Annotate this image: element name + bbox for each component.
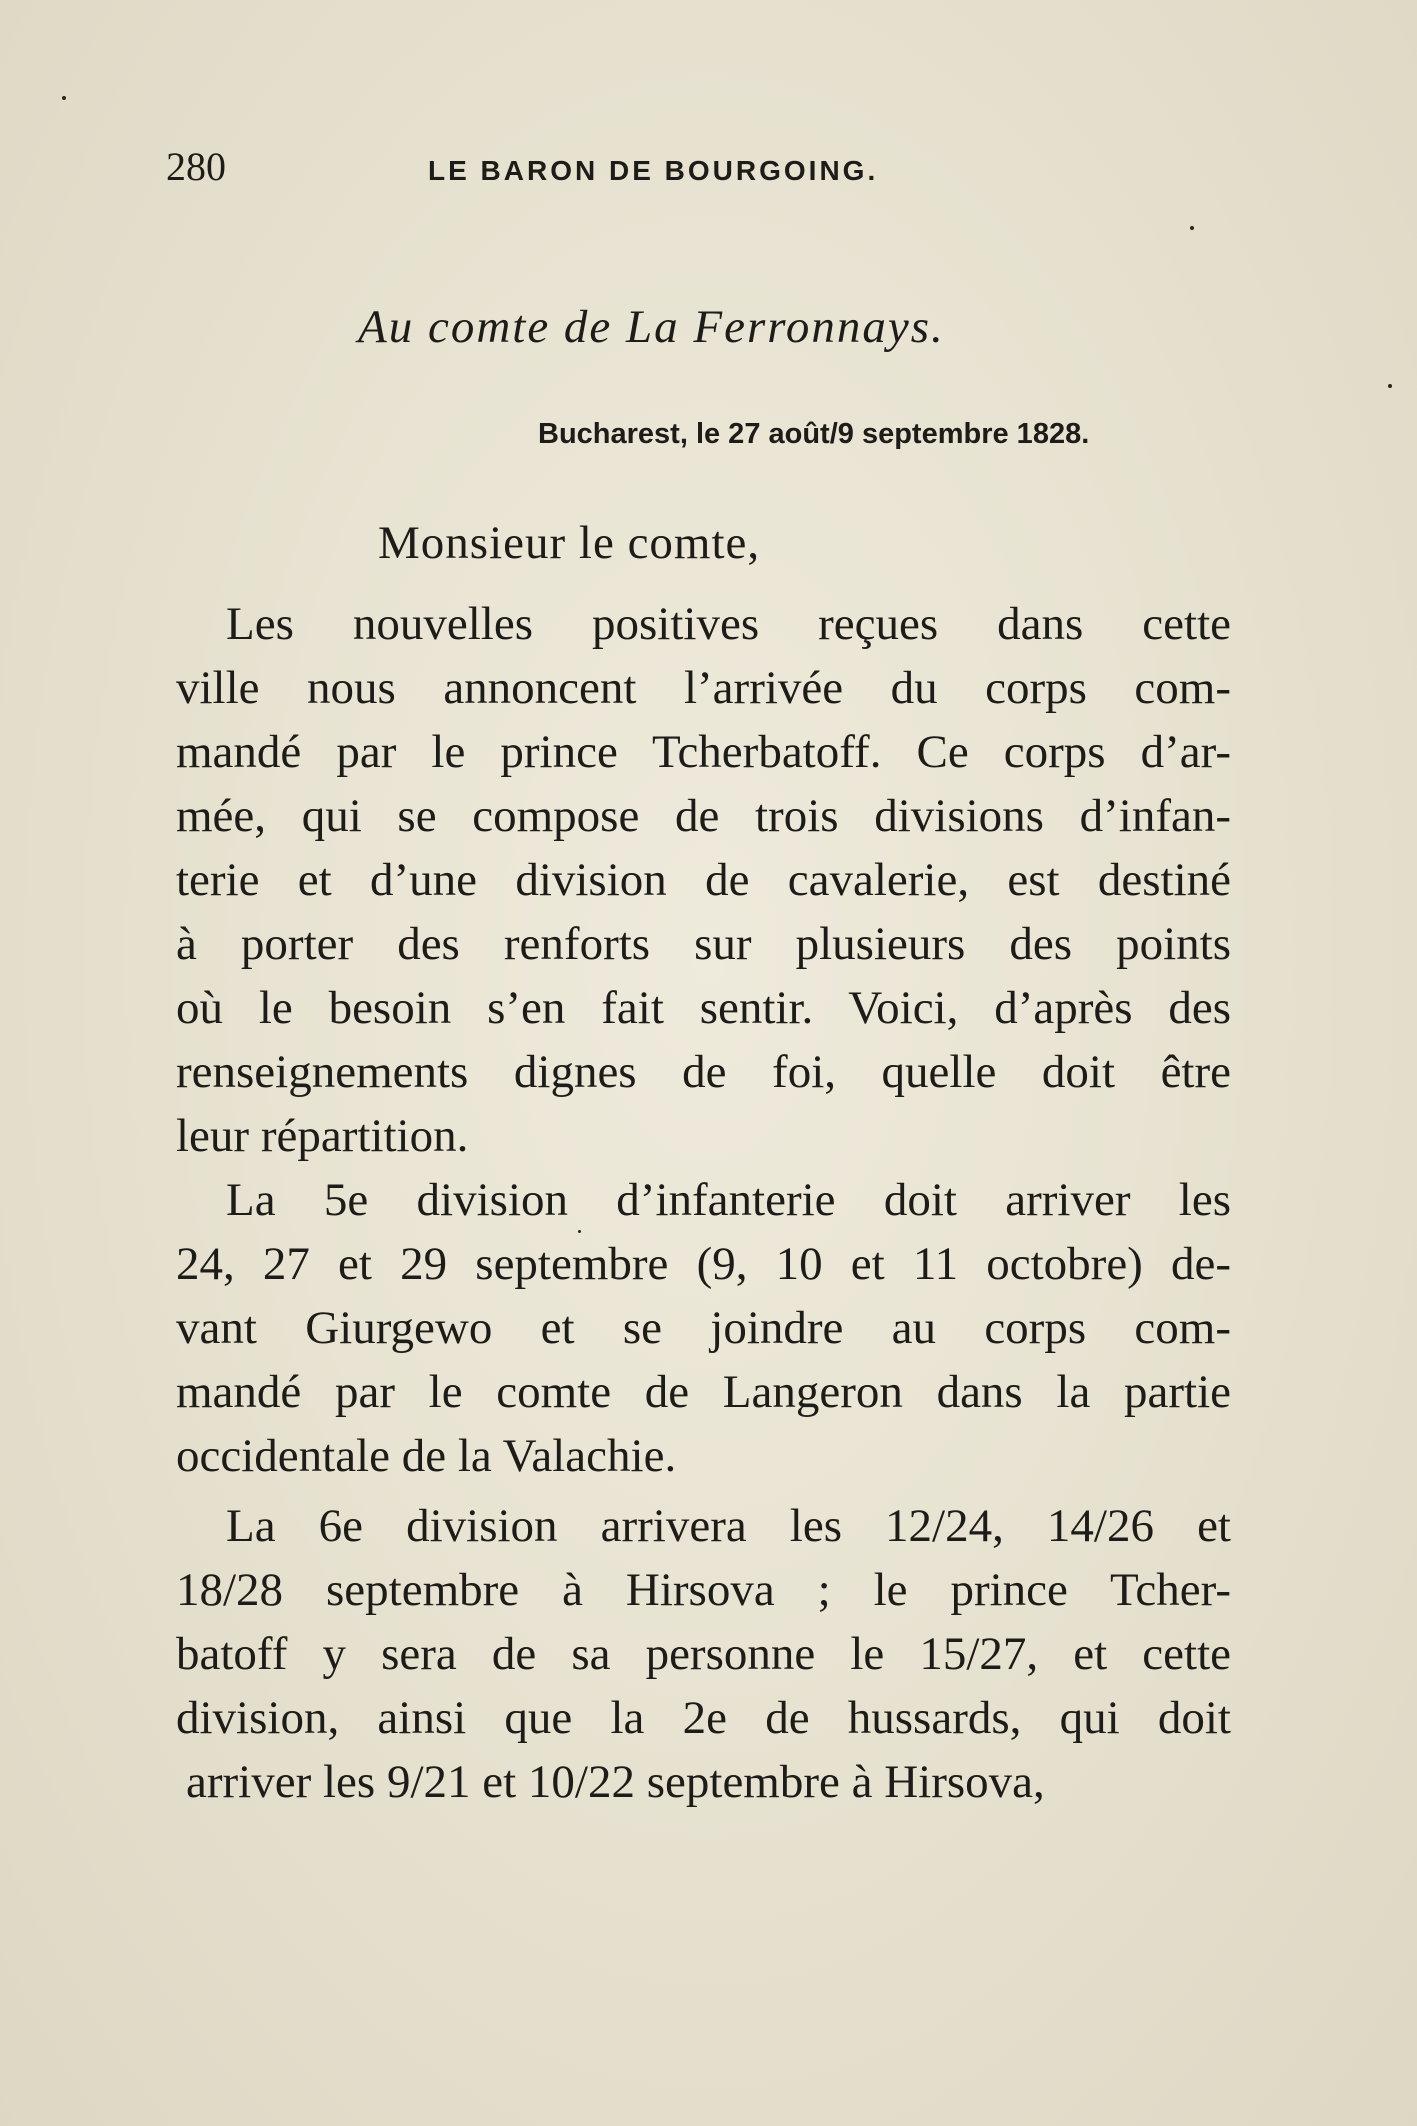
letter-dateline: Bucharest, le 27 août/9 septembre 1828. <box>538 418 1090 450</box>
body-line: arriver les 9/21 et 10/22 septembre à Hirsova, <box>186 1756 1045 1808</box>
body-line: leur répartition. <box>176 1110 469 1162</box>
body-line: mée, qui se compose de trois divisions d’infan- <box>176 790 1231 842</box>
paper-speck <box>62 96 66 100</box>
body-line: renseignements dignes de foi, quelle doit être <box>176 1046 1231 1098</box>
body-line: mandé par le comte de Langeron dans la partie <box>176 1366 1231 1418</box>
body-line: 24, 27 et 29 septembre (9, 10 et 11 octobre) de- <box>176 1238 1231 1290</box>
body-line: La 5e division d’infanterie doit arriver les <box>226 1174 1231 1226</box>
body-line: ville nous annoncent l’arrivée du corps com- <box>176 662 1231 714</box>
body-line: 18/28 septembre à Hirsova ; le prince Tcher- <box>176 1564 1231 1616</box>
body-line: où le besoin s’en fait sentir. Voici, d’après des <box>176 982 1231 1034</box>
body-line: à porter des renforts sur plusieurs des points <box>176 918 1231 970</box>
body-line: La 6e division arrivera les 12/24, 14/26 et <box>226 1500 1231 1552</box>
running-title: LE BARON DE BOURGOING. <box>428 155 879 186</box>
body-line: terie et d’une division de cavalerie, est destiné <box>176 854 1231 906</box>
paper-speck <box>1190 226 1194 230</box>
running-head <box>166 143 966 193</box>
body-line: division, ainsi que la 2e de hussards, qui doit <box>176 1692 1231 1744</box>
body-line: occidentale de la Valachie. <box>176 1430 677 1482</box>
paper-speck <box>1388 384 1392 388</box>
letter-salutation: Monsieur le comte, <box>378 517 761 569</box>
body-line: Les nouvelles positives reçues dans cette <box>226 598 1231 650</box>
page-number: 280 <box>166 144 226 189</box>
body-line: mandé par le prince Tcherbatoff. Ce corps d’ar- <box>176 726 1231 778</box>
letter-addressee: Au comte de La Ferronnays. <box>358 301 945 353</box>
paper-speck <box>578 1230 581 1233</box>
body-line: batoff y sera de sa personne le 15/27, et cette <box>176 1628 1231 1680</box>
body-line: vant Giurgewo et se joindre au corps com- <box>176 1302 1231 1354</box>
